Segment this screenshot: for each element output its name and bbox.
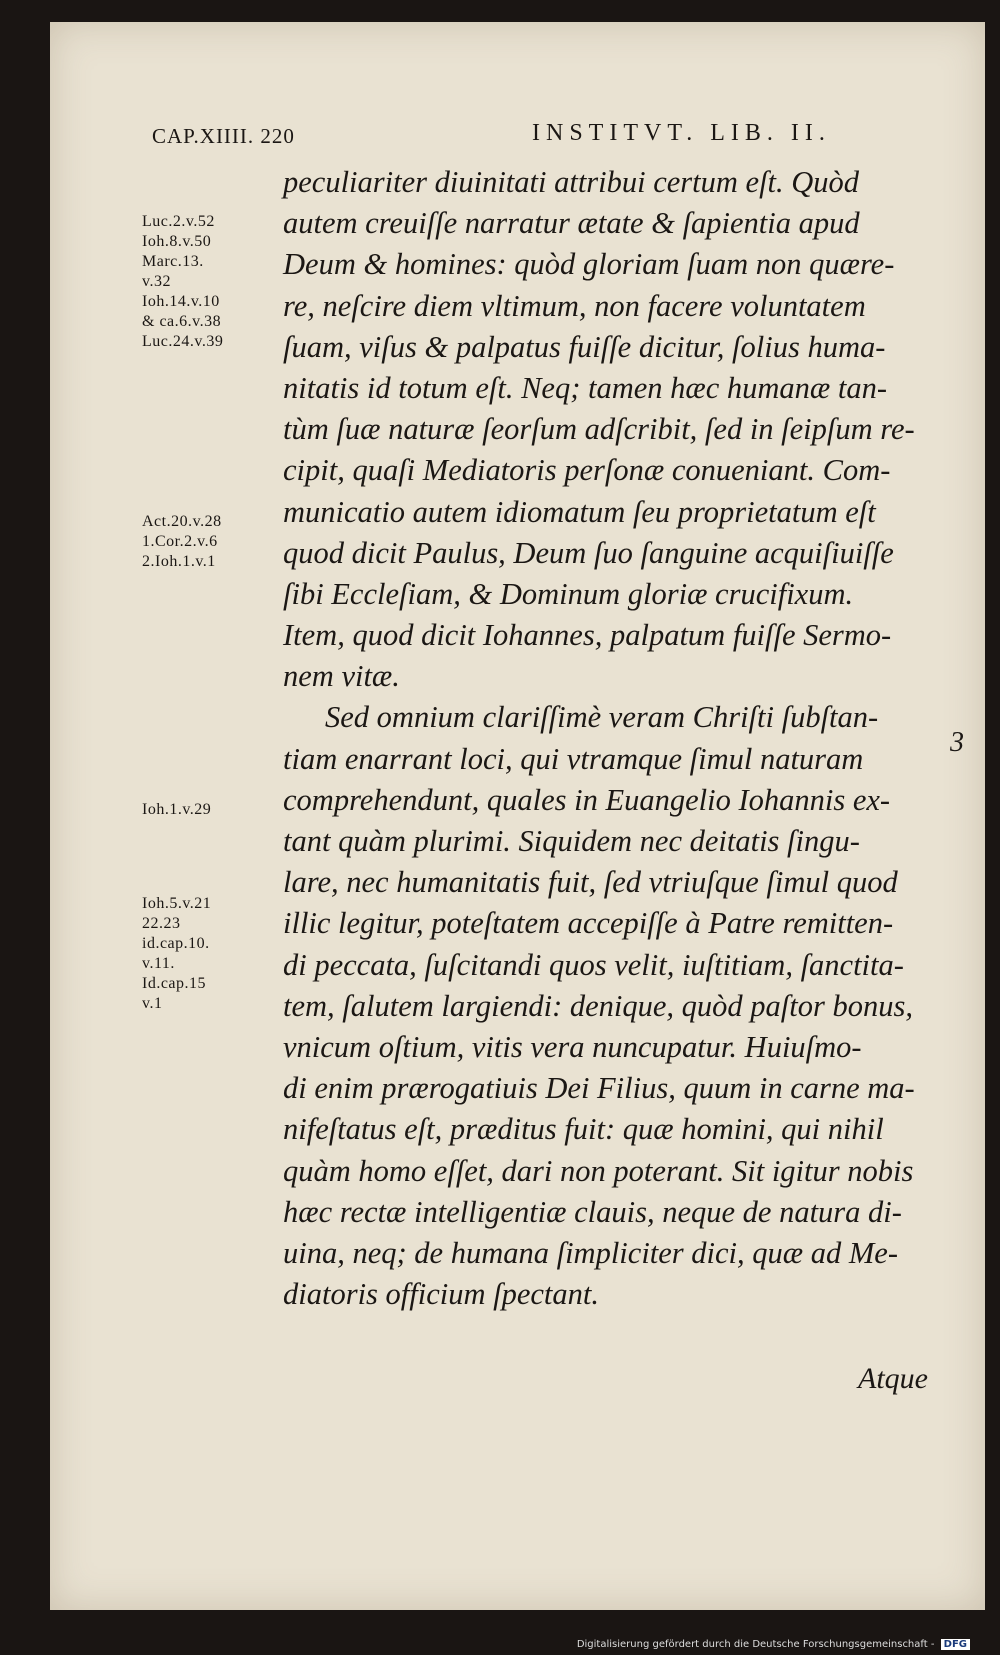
catchword: Atque bbox=[858, 1362, 928, 1395]
text-line: ſuam, viſus & palpatus fuiſſe dicitur, ſolius huma- bbox=[283, 329, 886, 364]
margin-note: Luc.2.v.52 bbox=[142, 213, 215, 230]
text-line: peculiariter diuinitati attribui certum eſt. Quòd bbox=[283, 165, 860, 199]
text-line: tant quàm plurimi. Siquidem nec deitatis ſingu- bbox=[283, 824, 860, 858]
section-number: 3 bbox=[950, 727, 964, 758]
margin-note: id.cap.10. bbox=[142, 935, 210, 952]
text-line: Sed omnium clariſſimè veram Chriſti ſubſtan- bbox=[325, 700, 879, 735]
text-line: vnicum oſtium, vitis vera nuncupatur. Huiuſmo- bbox=[283, 1029, 862, 1064]
margin-note-group bbox=[142, 512, 277, 572]
margin-note: & ca.6.v.38 bbox=[142, 313, 222, 330]
margin-note: Ioh.5.v.21 bbox=[142, 895, 212, 912]
dfg-logo: DFG bbox=[941, 1639, 970, 1650]
text-line: nifeſtatus eſt, præditus fuit: quæ homini, qui nihil bbox=[283, 1112, 884, 1147]
text-line: cipit, quaſi Mediatoris perſonæ conueniant. Com- bbox=[283, 453, 891, 488]
margin-note: 22.23 bbox=[142, 915, 181, 932]
text-line: uina, neq; de humana ſimpliciter dici, quæ ad Me- bbox=[283, 1235, 898, 1270]
text-line: nem vitæ. bbox=[283, 659, 400, 694]
margin-note: v.1 bbox=[142, 995, 163, 1012]
digitization-credit bbox=[577, 1639, 970, 1650]
margin-note: Luc.24.v.39 bbox=[142, 333, 224, 350]
margin-note: Act.20.v.28 bbox=[142, 513, 222, 530]
credit-text: Digitalisierung gefördert durch die Deutsche Forschungsgemeinschaft - bbox=[576, 1639, 935, 1650]
text-line: di peccata, ſuſcitandi quos velit, iuſtitiam, ſanctita- bbox=[283, 947, 904, 982]
text-line: nitatis id totum eſt. Neq; tamen hæc humanæ tan- bbox=[283, 370, 888, 405]
margin-note: Id.cap.15 bbox=[142, 975, 207, 992]
text-line: re, neſcire diem vltimum, non facere voluntatem bbox=[283, 288, 866, 323]
chapter-and-page-number: CAP.XIIII. 220 bbox=[152, 124, 295, 148]
margin-note: Marc.13. bbox=[142, 253, 204, 270]
text-line: illic legitur, poteſtatem accepiſſe à Patre remitten- bbox=[283, 906, 894, 941]
text-line: Item, quod dicit Iohannes, palpatum fuiſſe Sermo- bbox=[283, 618, 892, 653]
running-title: INSTITVT. LIB. II. bbox=[532, 120, 831, 146]
margin-note: v.11. bbox=[142, 955, 175, 972]
body-text bbox=[283, 162, 923, 1315]
text-line: hæc rectæ intelligentiæ clauis, neque de natura di- bbox=[283, 1194, 902, 1229]
margin-note-group bbox=[142, 894, 277, 1014]
text-line: municatio autem idiomatum ſeu proprietatum eſt bbox=[283, 494, 876, 529]
text-line: autem creuiſſe narratur ætate & ſapientia apud bbox=[283, 206, 860, 241]
text-line: quod dicit Paulus, Deum ſuo ſanguine acquiſiuiſſe bbox=[283, 535, 894, 570]
margin-note: v.32 bbox=[142, 273, 171, 290]
text-line: diatoris officium ſpectant. bbox=[283, 1277, 599, 1312]
text-line: quàm homo eſſet, dari non poterant. Sit igitur nobis bbox=[283, 1153, 914, 1188]
text-line: tùm ſuæ naturæ ſeorſum adſcribit, ſed in ſeipſum re- bbox=[283, 412, 915, 447]
margin-note-group bbox=[142, 800, 277, 820]
text-line: Deum & homines: quòd gloriam ſuam non quære- bbox=[283, 247, 895, 282]
margin-note: 1.Cor.2.v.6 bbox=[142, 533, 218, 550]
text-line: di enim prærogatiuis Dei Filius, quum in carne ma- bbox=[283, 1071, 915, 1106]
text-line: tiam enarrant loci, qui vtramque ſimul naturam bbox=[283, 741, 864, 776]
text-line: ſibi Eccleſiam, & Dominum gloriæ crucifixum. bbox=[283, 576, 854, 611]
margin-note-group bbox=[142, 212, 277, 352]
text-line: lare, nec humanitatis fuit, ſed vtriuſque ſimul quod bbox=[283, 865, 898, 900]
text-line: tem, ſalutem largiendi: denique, quòd paſtor bonus, bbox=[283, 988, 913, 1023]
margin-note: Ioh.8.v.50 bbox=[142, 233, 212, 250]
book-page bbox=[50, 22, 985, 1610]
margin-note: Ioh.1.v.29 bbox=[142, 801, 212, 818]
margin-note: Ioh.14.v.10 bbox=[142, 293, 220, 310]
margin-note: 2.Ioh.1.v.1 bbox=[142, 553, 216, 570]
text-line: comprehendunt, quales in Euangelio Iohannis ex- bbox=[283, 782, 891, 817]
